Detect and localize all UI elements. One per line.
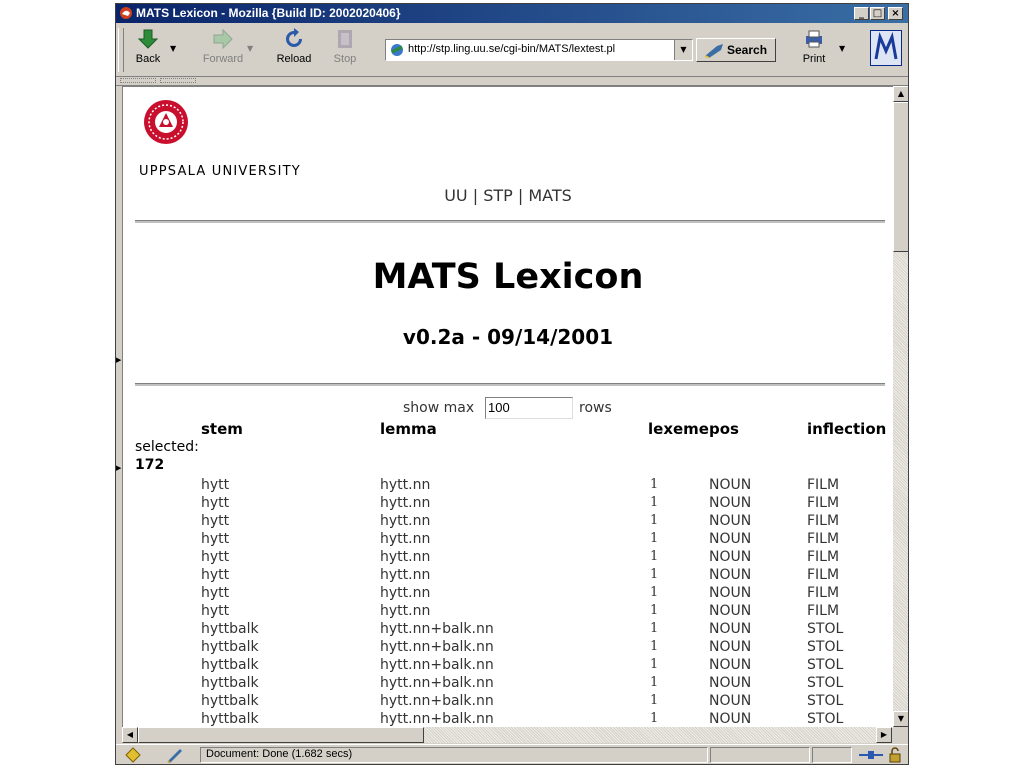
uppsala-seal-logo: [143, 99, 189, 145]
cell-stem: hyttbalk: [201, 711, 259, 727]
divider: [135, 383, 885, 386]
back-arrow-icon: [136, 28, 160, 50]
cell-pos: NOUN: [709, 675, 752, 691]
table-row: [123, 711, 893, 728]
page-icon: [390, 43, 404, 57]
scroll-left-icon[interactable]: ◀: [122, 727, 138, 743]
cell-pos: NOUN: [709, 603, 752, 619]
cell-stem: hytt: [201, 585, 230, 601]
printer-icon: [802, 28, 826, 50]
mozilla-m-icon: [871, 31, 901, 65]
back-button[interactable]: Back: [130, 28, 166, 72]
university-name: UPPSALA UNIVERSITY: [139, 164, 301, 179]
table-row: [123, 621, 893, 639]
scroll-right-icon[interactable]: ▶: [876, 727, 892, 743]
status-panel: [710, 747, 810, 763]
results-table: [123, 477, 893, 728]
cell-lemma: hytt.nn+balk.nn: [380, 693, 494, 709]
cell-pos: NOUN: [709, 621, 752, 637]
table-row: [123, 549, 893, 567]
security-icon[interactable]: [124, 747, 142, 763]
page-content: [122, 86, 893, 728]
cell-lexeme: 1: [650, 675, 659, 690]
column-header-lemma: lemma: [380, 420, 437, 438]
cell-pos: NOUN: [709, 711, 752, 727]
search-button[interactable]: Search: [696, 38, 776, 62]
stop-icon: [333, 28, 357, 50]
cell-pos: NOUN: [709, 477, 752, 493]
stop-button[interactable]: Stop: [328, 28, 362, 72]
cell-stem: hytt: [201, 477, 230, 493]
table-row: [123, 513, 893, 531]
cell-lexeme: 1: [650, 531, 659, 546]
table-row: [123, 495, 893, 513]
title-bar: [116, 4, 908, 23]
cell-inflection: STOL: [807, 693, 844, 709]
cell-inflection: FILM: [807, 603, 840, 619]
horizontal-scroll-thumb[interactable]: [138, 727, 424, 743]
page-title: MATS Lexicon: [372, 257, 644, 297]
cell-stem: hyttbalk: [201, 621, 259, 637]
table-row: [123, 477, 893, 495]
cell-inflection: STOL: [807, 639, 844, 655]
nav-separator: |: [517, 186, 524, 205]
version-subtitle: v0.2a - 09/14/2001: [402, 325, 614, 349]
composer-icon[interactable]: [166, 747, 184, 763]
reload-button[interactable]: Reload: [272, 28, 316, 72]
mozilla-icon: [119, 6, 133, 20]
toolbar-collapse-grip[interactable]: [160, 78, 196, 83]
sidebar-toggle-icon[interactable]: ▶: [116, 356, 122, 364]
divider: [135, 220, 885, 223]
cell-pos: NOUN: [709, 657, 752, 673]
cell-lemma: hytt.nn: [380, 531, 431, 547]
browser-window: [115, 3, 909, 765]
lock-icon[interactable]: [888, 747, 902, 763]
status-bar: [116, 744, 908, 765]
vertical-scrollbar[interactable]: [893, 86, 909, 727]
cell-pos: NOUN: [709, 513, 752, 529]
table-row: [123, 639, 893, 657]
maximize-button[interactable]: □: [870, 7, 885, 20]
header-nav: [123, 186, 893, 205]
cell-stem: hytt: [201, 549, 230, 565]
cell-lexeme: 1: [650, 549, 659, 564]
cell-lexeme: 1: [650, 477, 659, 492]
navigation-toolbar: [116, 24, 908, 77]
throbber-logo[interactable]: [870, 30, 902, 66]
show-max-label: show max: [403, 400, 475, 416]
table-row: [123, 693, 893, 711]
cell-stem: hyttbalk: [201, 639, 259, 655]
personal-toolbar: [116, 77, 908, 86]
cell-lexeme: 1: [650, 621, 659, 636]
cell-stem: hytt: [201, 567, 230, 583]
status-panel: [812, 747, 852, 763]
cell-stem: hytt: [201, 531, 230, 547]
cell-lemma: hytt.nn: [380, 513, 431, 529]
print-button[interactable]: Print: [799, 28, 829, 72]
scroll-down-icon[interactable]: ▼: [893, 711, 909, 727]
nav-link-stp[interactable]: STP: [483, 186, 513, 205]
reload-icon: [282, 28, 306, 50]
cell-pos: NOUN: [709, 531, 752, 547]
cell-lemma: hytt.nn: [380, 567, 431, 583]
cell-inflection: FILM: [807, 495, 840, 511]
nav-link-uu[interactable]: UU: [444, 186, 468, 205]
cell-inflection: FILM: [807, 567, 840, 583]
cell-lexeme: 1: [650, 585, 659, 600]
scroll-up-icon[interactable]: ▲: [893, 86, 909, 102]
cell-pos: NOUN: [709, 549, 752, 565]
table-row: [123, 567, 893, 585]
status-text: Document: Done (1.682 secs): [206, 748, 353, 760]
toolbar-grip[interactable]: [118, 28, 124, 72]
max-rows-input[interactable]: 100: [485, 397, 573, 419]
cell-inflection: FILM: [807, 585, 840, 601]
nav-link-mats[interactable]: MATS: [528, 186, 572, 205]
cell-inflection: FILM: [807, 513, 840, 529]
column-header-lexeme: lexeme: [648, 420, 709, 438]
cell-lemma: hytt.nn+balk.nn: [380, 657, 494, 673]
sidebar-toggle-icon[interactable]: ▶: [116, 464, 122, 472]
cell-lexeme: 1: [650, 513, 659, 528]
cell-stem: hyttbalk: [201, 693, 259, 709]
cell-pos: NOUN: [709, 585, 752, 601]
forward-dropdown-icon[interactable]: ▼: [247, 44, 254, 53]
url-bar[interactable]: [385, 39, 693, 61]
cell-lexeme: 1: [650, 657, 659, 672]
cell-lemma: hytt.nn: [380, 549, 431, 565]
cell-stem: hytt: [201, 513, 230, 529]
url-text[interactable]: http://stp.ling.uu.se/cgi-bin/MATS/lextest.pl: [408, 43, 616, 55]
window-title: MATS Lexicon - Mozilla {Build ID: 2002020406}: [136, 6, 401, 20]
column-header-stem: stem: [201, 420, 243, 438]
cell-inflection: FILM: [807, 549, 840, 565]
cell-stem: hytt: [201, 495, 230, 511]
table-row: [123, 603, 893, 621]
scrollbar-corner: [893, 727, 909, 743]
cell-inflection: STOL: [807, 675, 844, 691]
vertical-scroll-thumb[interactable]: [893, 102, 909, 252]
cell-lexeme: 1: [650, 567, 659, 582]
table-row: [123, 657, 893, 675]
table-row: [123, 675, 893, 693]
cell-inflection: FILM: [807, 531, 840, 547]
cell-lemma: hytt.nn: [380, 603, 431, 619]
cell-lexeme: 1: [650, 693, 659, 708]
horizontal-scrollbar[interactable]: [122, 727, 892, 743]
cell-inflection: STOL: [807, 711, 844, 727]
table-row: [123, 531, 893, 549]
cell-pos: NOUN: [709, 495, 752, 511]
minimize-button[interactable]: _: [854, 7, 869, 20]
forward-arrow-icon: [211, 28, 235, 50]
column-header-inflection: inflection: [807, 420, 887, 438]
cell-lemma: hytt.nn+balk.nn: [380, 639, 494, 655]
forward-button[interactable]: Forward: [200, 28, 246, 72]
cell-lemma: hytt.nn+balk.nn: [380, 675, 494, 691]
search-icon: [703, 42, 725, 58]
cell-stem: hytt: [201, 603, 230, 619]
cell-pos: NOUN: [709, 567, 752, 583]
cell-pos: NOUN: [709, 639, 752, 655]
nav-separator: |: [472, 186, 479, 205]
table-row: [123, 585, 893, 603]
url-dropdown-icon[interactable]: ▼: [674, 40, 692, 60]
online-status-icon[interactable]: [858, 748, 884, 762]
cell-inflection: STOL: [807, 621, 844, 637]
rows-label: rows: [579, 400, 612, 416]
cell-inflection: FILM: [807, 477, 840, 493]
column-header-pos: pos: [709, 420, 739, 438]
cell-lexeme: 1: [650, 603, 659, 618]
toolbar-collapse-grip[interactable]: [120, 78, 156, 83]
close-button[interactable]: ×: [888, 7, 903, 20]
print-dropdown-icon[interactable]: ▼: [839, 44, 846, 53]
cell-lemma: hytt.nn: [380, 495, 431, 511]
selected-count: 172: [135, 457, 165, 473]
cell-lexeme: 1: [650, 639, 659, 654]
back-dropdown-icon[interactable]: ▼: [170, 44, 177, 53]
cell-pos: NOUN: [709, 693, 752, 709]
cell-inflection: STOL: [807, 657, 844, 673]
selected-label: selected:: [135, 439, 199, 455]
cell-lexeme: 1: [650, 711, 659, 726]
cell-lemma: hytt.nn+balk.nn: [380, 621, 494, 637]
cell-lemma: hytt.nn+balk.nn: [380, 711, 494, 727]
cell-stem: hyttbalk: [201, 675, 259, 691]
cell-lemma: hytt.nn: [380, 477, 431, 493]
cell-lemma: hytt.nn: [380, 585, 431, 601]
cell-stem: hyttbalk: [201, 657, 259, 673]
sidebar-grippy[interactable]: [116, 86, 121, 746]
cell-lexeme: 1: [650, 495, 659, 510]
